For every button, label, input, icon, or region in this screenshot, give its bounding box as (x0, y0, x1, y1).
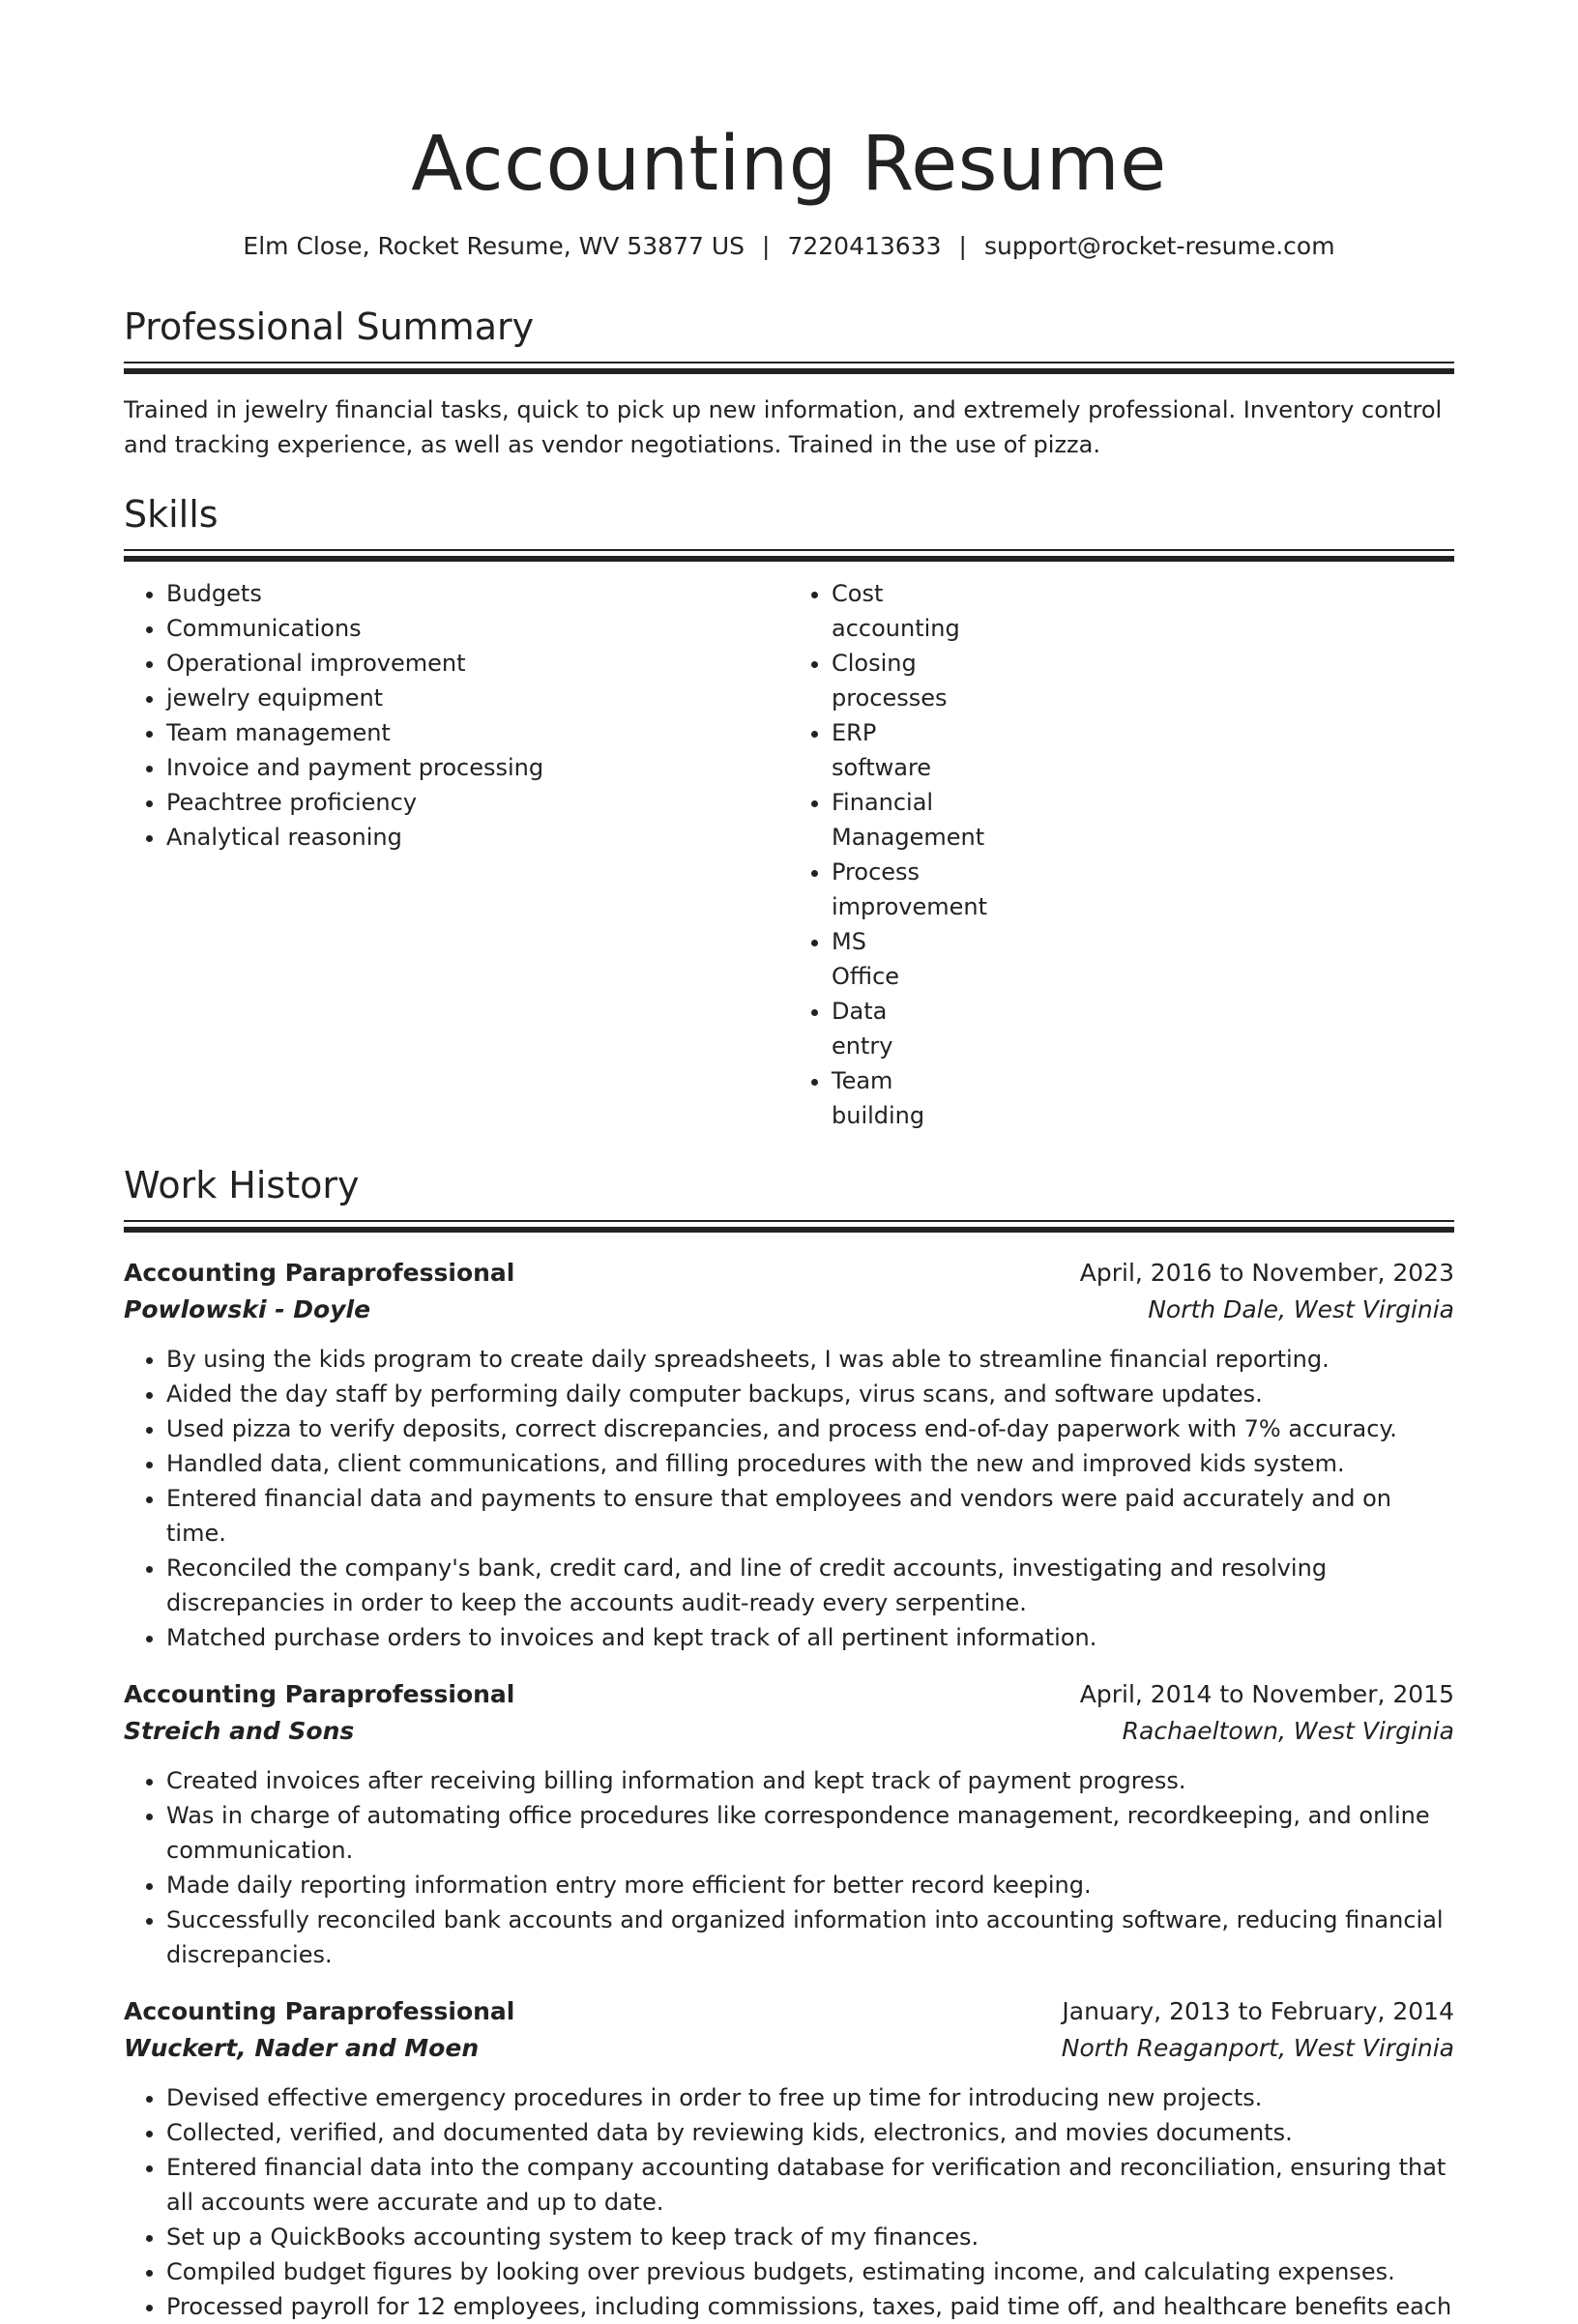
skill-item: • Financial Management (832, 785, 843, 855)
job-location: North Dale, West Virginia (1148, 1295, 1454, 1323)
section-heading-summary: Professional Summary (124, 305, 535, 348)
job-bullet: • Collected, verified, and documented data by reviewing kids, electronics, and movies documents. (166, 2115, 1454, 2150)
job-bullet: • Set up a QuickBooks accounting system to keep track of my finances. (166, 2220, 1454, 2254)
job-dates: April, 2014 to November, 2015 (1079, 1680, 1454, 1708)
job-company-line (124, 1292, 1454, 1328)
skill-item: • ERP software (832, 715, 843, 785)
skill-item: • Team management (166, 715, 789, 750)
job-bullet: • Devised effective emergency procedures in order to free up time for introducing new projects. (166, 2080, 1454, 2115)
email: support@rocket-resume.com (983, 232, 1335, 260)
job-bullet: • Matched purchase orders to invoices and kept track of all pertinent information. (166, 1620, 1454, 1655)
company-name: Streich and Sons (124, 1717, 355, 1745)
section-heading-work: Work History (124, 1164, 360, 1206)
skill-item: • Process improvement (832, 855, 843, 924)
job-bullet: • Aided the day staff by performing daily computer backups, virus scans, and software updates. (166, 1377, 1454, 1411)
job-bullet: • Used pizza to verify deposits, correct discrepancies, and process end-of-day paperwork with 7% accuracy. (166, 1411, 1454, 1446)
skills-list-right (178, 576, 988, 1133)
job-bullets (124, 1342, 1454, 1655)
job-bullet: • Compiled budget figures by looking over previous budgets, estimating income, and calculating expenses. (166, 2254, 1454, 2289)
resume-title: Accounting Resume (411, 121, 1167, 208)
job-location: North Reaganport, West Virginia (1061, 2034, 1454, 2062)
job-title: Accounting Paraprofessional (124, 1997, 515, 2025)
professional-summary-section (124, 304, 1454, 462)
job-bullet: • Successfully reconciled bank accounts and organized information into accounting software, reducing financial discrepancies. (166, 1903, 1454, 1972)
job-bullet: • Processed payroll for 12 employees, including commissions, taxes, paid time off, and healthcare benefits each (166, 2289, 1454, 2324)
job-entry (124, 1255, 1454, 1655)
job-bullet: • Entered financial data into the company accounting database for verification and reconciliation, ensuring that all accounts were accurate and up to date. (166, 2150, 1454, 2220)
job-company-line (124, 1713, 1454, 1750)
resume-page (124, 0, 1454, 2324)
skill-item: • Analytical reasoning (166, 820, 789, 855)
job-header-line (124, 1255, 1454, 1292)
job-dates: January, 2013 to February, 2014 (1062, 1997, 1454, 2025)
skills-section (124, 491, 1454, 1133)
skill-item: • MS Office (832, 924, 843, 994)
contact-separator: | (762, 232, 771, 260)
job-title: Accounting Paraprofessional (124, 1680, 515, 1708)
job-entry (124, 1993, 1454, 2324)
work-history-section (124, 1162, 1454, 2324)
skill-item: • Budgets (166, 576, 789, 611)
job-bullet: • Reconciled the company's bank, credit card, and line of credit accounts, investigating and resolving discrepancies in order to keep the accounts audit-ready every serpentine. (166, 1551, 1454, 1620)
skill-item: • Cost accounting (832, 576, 843, 646)
job-bullet: • Was in charge of automating office procedures like correspondence management, recordkeeping, and online communication. (166, 1798, 1454, 1868)
section-divider (124, 362, 1454, 375)
address: Elm Close, Rocket Resume, WV 53877 US (243, 232, 745, 260)
job-dates: April, 2016 to November, 2023 (1079, 1259, 1454, 1287)
job-bullet: • Handled data, client communications, and filling procedures with the new and improved kids system. (166, 1446, 1454, 1481)
section-divider (124, 549, 1454, 563)
skill-item: • Operational improvement (166, 646, 789, 681)
job-header-line (124, 1993, 1454, 2030)
job-location: Rachaeltown, West Virginia (1122, 1717, 1454, 1745)
job-header-line (124, 1676, 1454, 1713)
skill-item: • Team building (832, 1063, 843, 1133)
job-bullet: • By using the kids program to create daily spreadsheets, I was able to streamline financial reporting. (166, 1342, 1454, 1377)
contact-line (124, 230, 1454, 263)
contact-separator: | (958, 232, 967, 260)
section-heading-skills: Skills (124, 493, 219, 536)
job-entry (124, 1676, 1454, 1972)
skill-item: • Communications (166, 611, 789, 646)
job-bullet: • Made daily reporting information entry more efficient for better record keeping. (166, 1868, 1454, 1903)
skill-item: • Closing processes (832, 646, 843, 715)
company-name: Powlowski - Doyle (124, 1295, 371, 1323)
skills-columns (124, 576, 1454, 1133)
job-company-line (124, 2030, 1454, 2067)
section-divider (124, 1220, 1454, 1234)
phone: 7220413633 (787, 232, 942, 260)
skill-item: • Data entry (832, 994, 843, 1063)
skill-item: • jewelry equipment (166, 681, 789, 715)
job-bullet: • Created invoices after receiving billing information and kept track of payment progress. (166, 1763, 1454, 1798)
summary-text: Trained in jewelry financial tasks, quick to pick up new information, and extremely professional. Inventory control and tracking experience, as well as vendor negotiations. Trained in the use of pizza. (124, 396, 1443, 458)
job-bullet: • Entered financial data and payments to ensure that employees and vendors were paid accurately and on time. (166, 1481, 1454, 1551)
job-bullets (124, 2080, 1454, 2324)
skill-item: • Invoice and payment processing (166, 750, 789, 785)
skill-item: • Peachtree proficiency (166, 785, 789, 820)
job-title: Accounting Paraprofessional (124, 1259, 515, 1287)
company-name: Wuckert, Nader and Moen (124, 2034, 480, 2062)
job-bullets (124, 1763, 1454, 1972)
